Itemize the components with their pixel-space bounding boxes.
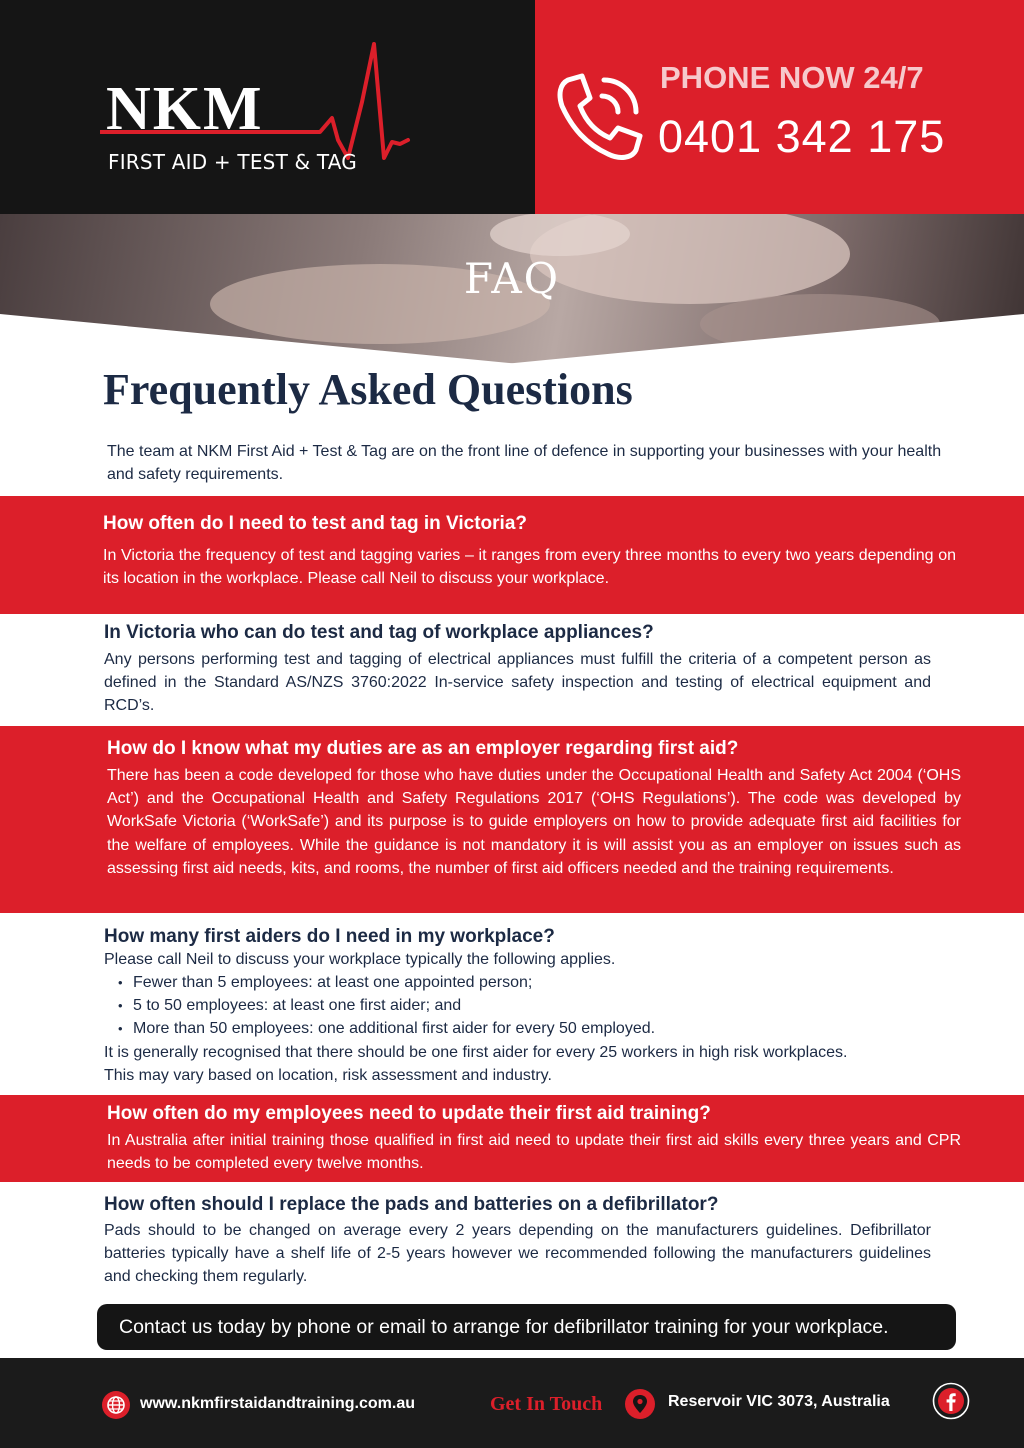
faq-item-5	[0, 1095, 1024, 1182]
facebook-icon[interactable]	[932, 1382, 970, 1420]
faq-question: How often do my employees need to update their first aid training?	[107, 1103, 711, 1124]
list-item: • Fewer than 5 employees: at least one appointed person;	[105, 971, 965, 994]
footer-website-link[interactable]: www.nkmfirstaidandtraining.com.au	[140, 1395, 415, 1412]
faq-item-3	[0, 726, 1024, 913]
faq-item-1	[0, 496, 1024, 614]
phone-label: PHONE NOW 24/7	[660, 60, 924, 95]
faq-item-6	[0, 1182, 1024, 1298]
faq-item-2	[0, 614, 1024, 726]
footer-get-in-touch: Get In Touch	[490, 1393, 603, 1415]
faq-answer: There has been a code developed for those who have duties under the Occupational Health and Safety Act 2004 (‘OHS Act’) and the Occupational Health and Safety Regulations 2017 (‘OHS Regulations’). The code was developed by WorkSafe Victoria (‘WorkSafe’) and its purpose is to guide employers on how to provide adequate first aid facilities for the welfare of employees. While the guidance is not mandatory it is will assist you as an employer on issues such as assessing first aid needs, kits, and rooms, the number of first aid officers needed and the training requirements.	[107, 767, 961, 877]
faq-question: How do I know what my duties are as an employer regarding first aid?	[107, 738, 739, 759]
list-item: • More than 50 employees: one additional first aider for every 50 employed.	[105, 1017, 965, 1040]
faq-answer: Please call Neil to discuss your workplace typically the following applies.	[104, 951, 616, 968]
faq-bullet-list	[105, 971, 965, 1041]
faq-answer-extra: It is generally recognised that there should be one first aider for every 25 workers in high risk workplaces.	[104, 1044, 848, 1061]
logo-subtitle: FIRST AID + TEST & TAG	[108, 150, 357, 174]
faq-answer: Any persons performing test and tagging of electrical appliances must fulfill the criteria of a competent person as defined in the Standard AS/NZS 3760:2022 In-service safety inspection and testing of electrical equipment and RCD’s.	[104, 651, 931, 715]
faq-answer-extra: This may vary based on location, risk assessment and industry.	[104, 1067, 552, 1084]
globe-icon	[101, 1390, 131, 1420]
list-item: • 5 to 50 employees: at least one first aider; and	[105, 994, 965, 1017]
logo-wordmark: NKM	[106, 75, 264, 143]
faq-answer: In Victoria the frequency of test and tagging varies – it ranges from every three months to every two years depending on its location in the workplace. Please call Neil to discuss your workplace.	[103, 547, 956, 588]
location-pin-icon	[624, 1388, 656, 1420]
faq-item-4	[0, 913, 1024, 1095]
footer-address: Reservoir VIC 3073, Australia	[668, 1393, 890, 1410]
faq-question: How often do I need to test and tag in Victoria?	[103, 513, 528, 534]
faq-answer: Pads should to be changed on average every 2 years depending on the manufacturers guidelines. Defibrillator batteries typically have a shelf life of 2-5 years however we recommended following the manufacturers guidelines and checking them regularly.	[104, 1222, 931, 1286]
phone-ringing-icon[interactable]	[546, 66, 650, 170]
faq-answer: In Australia after initial training those qualified in first aid need to update their first aid skills every three years and CPR needs to be completed every twelve months.	[107, 1132, 961, 1173]
intro-text: The team at NKM First Aid + Test & Tag are on the front line of defence in supporting your businesses with your health and safety requirements.	[107, 443, 942, 483]
faq-question: In Victoria who can do test and tag of workplace appliances?	[104, 622, 654, 643]
hero-title: FAQ	[463, 254, 561, 303]
faq-question: How often should I replace the pads and batteries on a defibrillator?	[104, 1194, 719, 1215]
cta-banner[interactable]: Contact us today by phone or email to arrange for defibrillator training for your workplace.	[97, 1304, 956, 1350]
faq-question: How many first aiders do I need in my workplace?	[104, 926, 555, 947]
phone-number[interactable]: 0401 342 175	[658, 111, 946, 162]
page-title: Frequently Asked Questions	[103, 365, 633, 414]
